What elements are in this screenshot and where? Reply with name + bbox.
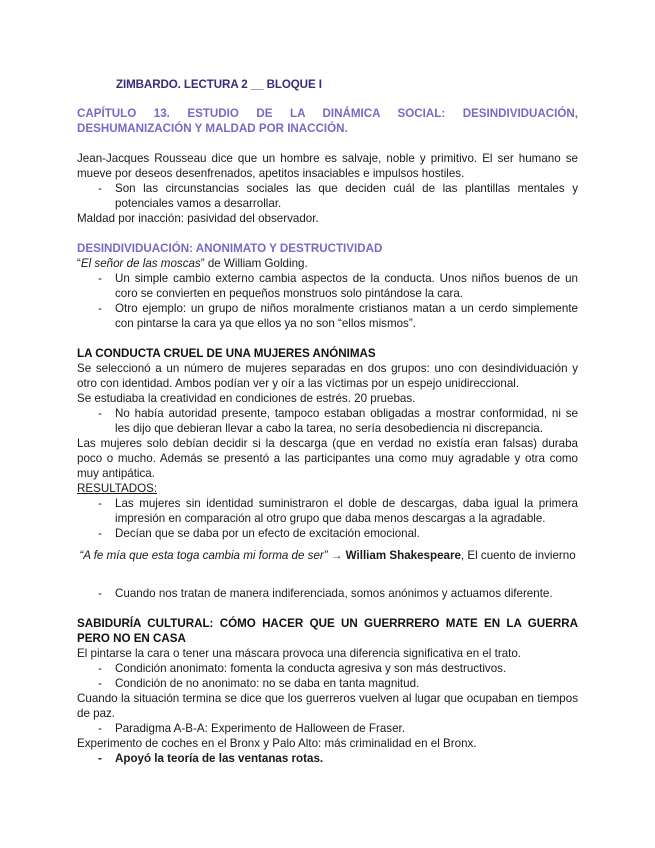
list-item bbox=[77, 586, 578, 601]
section-heading: DESINDIVIDUACIÓN: ANONIMATO Y DESTRUCTIVIDAD bbox=[77, 242, 383, 255]
bullet-dash: - bbox=[98, 407, 102, 420]
bullet-text: Apoyó la teoría de las ventanas rotas. bbox=[115, 752, 324, 765]
book-reference bbox=[77, 256, 578, 271]
paragraph: Las mujeres solo debían decidir si la descarga (que en verdad no existía eran falsas) duraba poco o mucho. Además se presentó a las participantes una como muy agradable y otra como muy antipática. bbox=[77, 437, 578, 480]
bullet-dash: - bbox=[98, 587, 102, 600]
quote-author: William Shakespeare bbox=[345, 549, 461, 562]
book-author: ” de William Golding. bbox=[200, 257, 308, 270]
chapter-title-line-2: DESHUMANIZACIÓN Y MALDAD POR INACCIÓN. bbox=[77, 122, 348, 135]
bullet-dash: - bbox=[98, 497, 102, 510]
bullet-text: Decían que se daba por un efecto de excitación emocional. bbox=[115, 527, 420, 540]
intro-paragraph-2: Maldad por inacción: pasividad del observador. bbox=[77, 212, 319, 225]
list-item bbox=[77, 406, 578, 436]
quote-work: , El cuento de invierno bbox=[460, 549, 576, 562]
bullet-text: Otro ejemplo: un grupo de niños moralmente cristianos matan a un cerdo simplemente con pintarse la cara ya que ellos ya no son “ellos mismos”. bbox=[115, 302, 578, 330]
list-item bbox=[77, 496, 578, 526]
intro-paragraph: Jean-Jacques Rousseau dice que un hombre es salvaje, noble y primitivo. El ser humano se mueve por deseos desenfrenados, apetitos insaciables e impulsos hostiles. bbox=[77, 152, 578, 180]
section-heading: SABIDURÍA CULTURAL: CÓMO HACER QUE UN GUERRRERO MATE EN LA GUERRA PERO NO EN CASA bbox=[77, 617, 578, 645]
list-item bbox=[77, 526, 578, 541]
bullet-dash: - bbox=[98, 527, 102, 540]
quote-text: “A fe mía que esta toga cambia mi forma de ser” → bbox=[79, 549, 346, 562]
list-item bbox=[77, 301, 578, 331]
bullet-dash: - bbox=[98, 302, 102, 315]
list-item bbox=[77, 721, 578, 736]
bullet-text: Paradigma A-B-A: Experimento de Halloween de Fraser. bbox=[115, 722, 405, 735]
paragraph: Cuando la situación termina se dice que los guerreros vuelven al lugar que ocupaban en tiempos de paz. bbox=[77, 692, 578, 720]
list-item bbox=[77, 271, 578, 301]
bullet-text: No había autoridad presente, tampoco estaban obligadas a mostrar conformidad, ni se les dijo que debieran llevar a cabo la tarea, no sería desobediencia ni discrepancia. bbox=[115, 407, 578, 435]
paragraph: El pintarse la cara o tener una máscara provoca una diferencia significativa en el trato. bbox=[77, 647, 522, 660]
shakespeare-quote bbox=[77, 548, 578, 563]
quote-mark: “ bbox=[77, 257, 81, 270]
paragraph: Se seleccionó a un número de mujeres separadas en dos grupos: uno con desindividuación y otro con identidad. Ambos podían ver y oír a las víctimas por un espejo unidireccional. bbox=[77, 362, 578, 390]
paragraph: Se estudiaba la creatividad en condiciones de estrés. 20 pruebas. bbox=[77, 392, 416, 405]
list-item bbox=[77, 751, 578, 766]
section-heading: LA CONDUCTA CRUEL DE UNA MUJERES ANÓNIMAS bbox=[77, 347, 376, 360]
bullet-dash: - bbox=[98, 752, 102, 765]
bullet-dash: - bbox=[98, 662, 102, 675]
intro-block bbox=[77, 151, 578, 226]
list-item bbox=[77, 676, 578, 691]
section-sabiduria-cultural bbox=[77, 616, 578, 766]
bullet-dash: - bbox=[98, 182, 102, 195]
book-title: El señor de las moscas bbox=[80, 257, 201, 270]
intro-bullet bbox=[77, 181, 578, 211]
bullet-text: Un simple cambio externo cambia aspectos de la conducta. Unos niños buenos de un coro se convierten en pequeños monstruos solo pintándose la cara. bbox=[115, 272, 578, 300]
bullet-text: Condición de no anonimato: no se daba en tanta magnitud. bbox=[115, 677, 420, 690]
bullet-dash: - bbox=[98, 272, 102, 285]
bullet-text: Son las circunstancias sociales las que deciden cuál de las plantillas mentales y potenciales vamos a desarrollar. bbox=[115, 182, 578, 210]
section-conducta-cruel-end bbox=[77, 586, 578, 601]
list-item bbox=[77, 661, 578, 676]
bullet-text: Cuando nos tratan de manera indiferenciada, somos anónimos y actuamos diferente. bbox=[115, 587, 553, 600]
document-title: ZIMBARDO. LECTURA 2 __ BLOQUE I bbox=[116, 78, 322, 91]
bullet-text: Condición anonimato: fomenta la conducta agresiva y son más destructivos. bbox=[115, 662, 507, 675]
bullet-text: Las mujeres sin identidad suministraron el doble de descargas, daba igual la primera impresión en comparación al otro grupo que daba menos descargas a la agradable. bbox=[115, 497, 578, 525]
bullet-dash: - bbox=[98, 677, 102, 690]
chapter-title bbox=[77, 106, 578, 136]
section-conducta-cruel bbox=[77, 346, 578, 541]
results-label: RESULTADOS: bbox=[77, 482, 158, 495]
section-desindividuacion bbox=[77, 241, 578, 331]
bullet-dash: - bbox=[98, 722, 102, 735]
chapter-title-line-1: CAPÍTULO 13. ESTUDIO DE LA DINÁMICA SOCIAL: DESINDIVIDUACIÓN, bbox=[77, 107, 578, 120]
paragraph: Experimento de coches en el Bronx y Palo Alto: más criminalidad en el Bronx. bbox=[77, 737, 477, 750]
